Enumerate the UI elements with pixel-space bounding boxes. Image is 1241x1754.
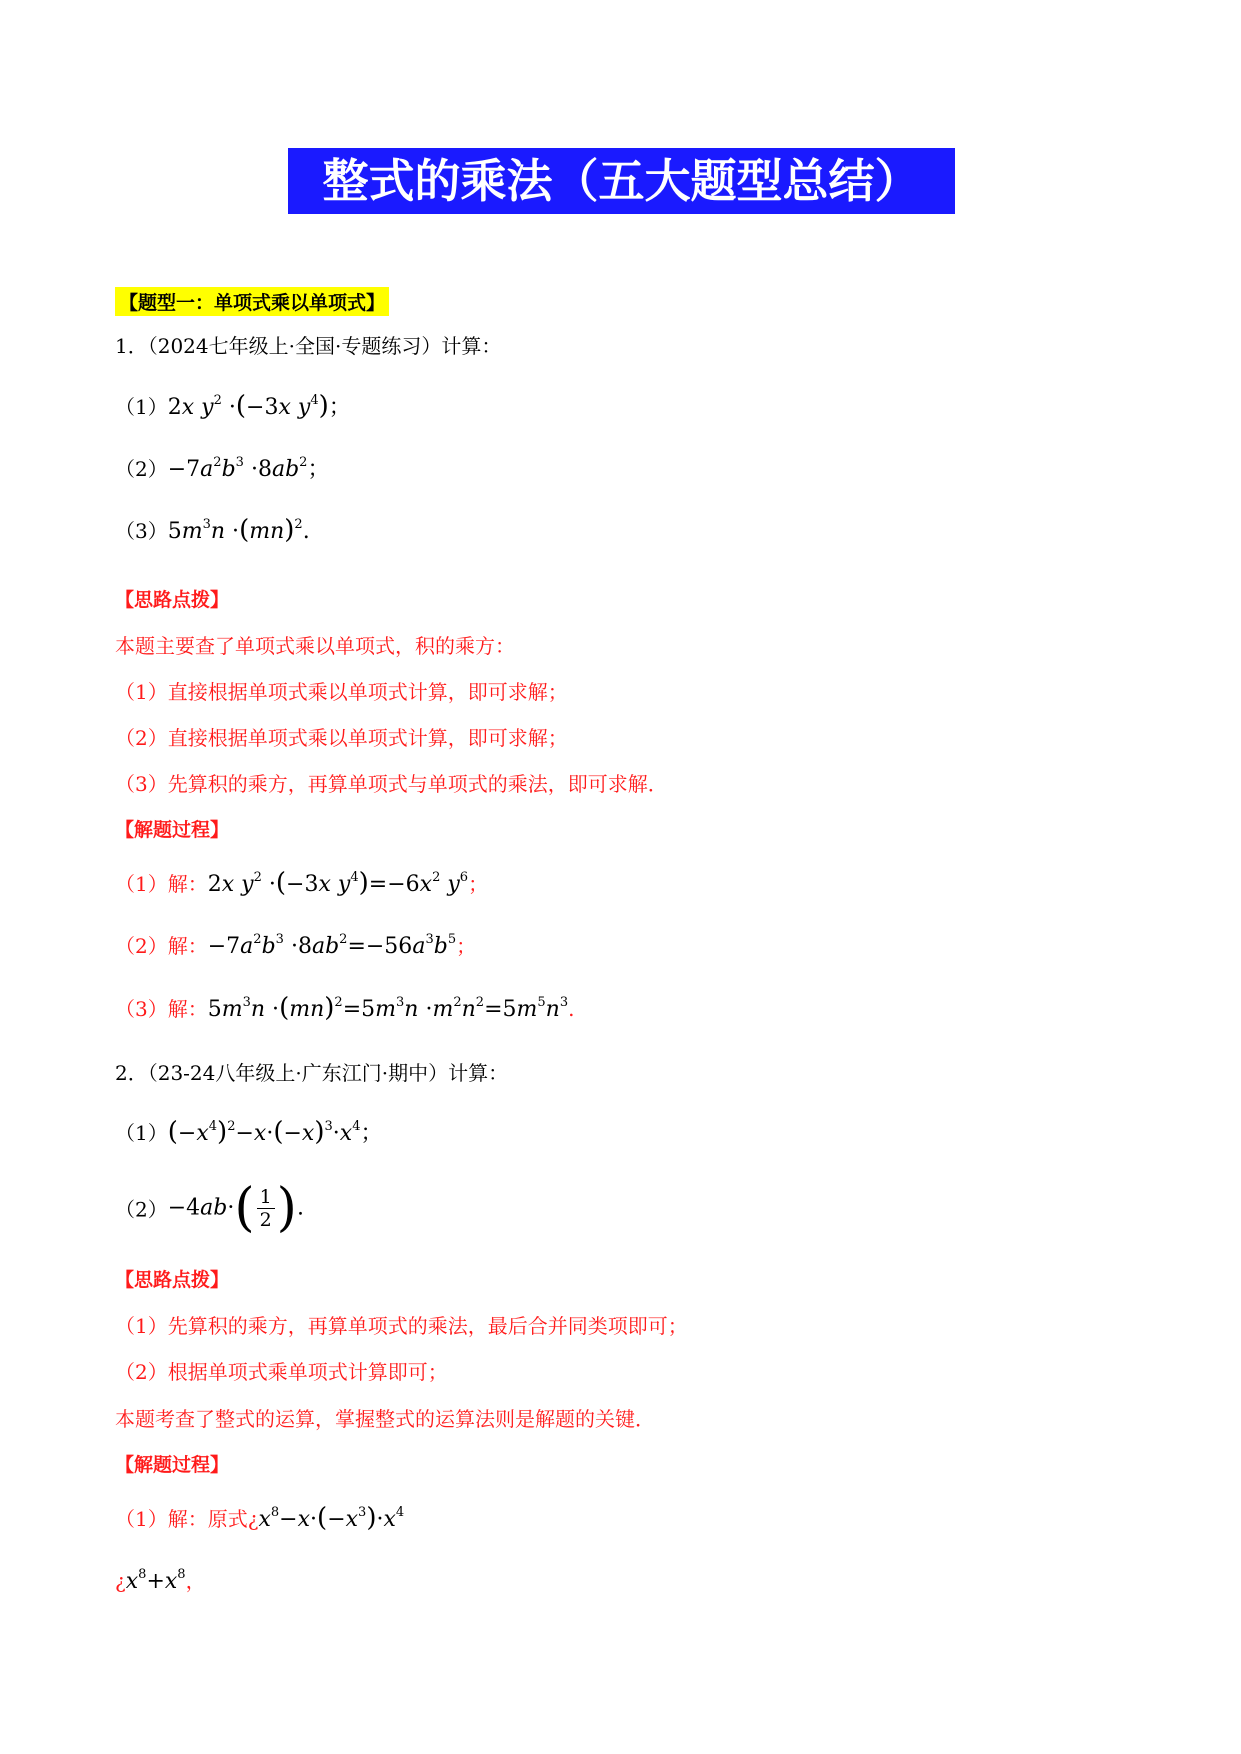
q2-problem-1: $(1)(-x^4)^2-x\cdot(-x)^3\cdot x^4$； <box>115 1117 383 1147</box>
q1-solution-header: 【解题过程】 <box>115 819 230 841</box>
question-1-stem: 1．（2024七年级上·全国·专题练习）计算： <box>115 334 502 358</box>
q2-hint-header: 【思路点拨】 <box>115 1269 230 1291</box>
garbled-char: ¿ <box>247 1507 259 1531</box>
q1-solution-1: （1）解：2x $y^2 \cdot(-3x$ $y^4)=-6x^2$ $y^6$； <box>115 868 489 898</box>
q1-problem-2: $(2)-7a^2b^3 \cdot 8ab^2$； <box>115 455 330 482</box>
q2-s1-label: （1）解：原式 <box>115 1507 248 1531</box>
page-title: 整式的乘法（五大题型总结） <box>288 148 955 214</box>
q1-hint-3: （3）先算积的乘方，再算单项式与单项式的乘法，即可求解． <box>115 772 668 796</box>
q2-solution-1-cont: ¿$x^8+x^8$， <box>115 1567 206 1594</box>
q1-s1-label: （1）解： <box>115 872 208 896</box>
q2-p2-label: （2） <box>115 1197 168 1222</box>
q1-p3-label: （3） <box>115 519 168 543</box>
q1-hint-2: （2）直接根据单项式乘以单项式计算，即可求解； <box>115 726 568 750</box>
q1-p1-label: （1） <box>115 395 168 419</box>
q2-hint-2: （2）根据单项式乘单项式计算即可； <box>115 1360 448 1384</box>
q1-solution-2: （2）解：$-7a^2b^3 \cdot 8ab^2=-56a^3b^5$； <box>115 932 477 959</box>
one-half-fraction: $\frac{1}{2}$ <box>257 1186 275 1231</box>
q1-problem-3: $(3)5m^3n \cdot(mn)^2$. <box>115 515 310 545</box>
q2-p1-label: （1） <box>115 1121 168 1145</box>
q1-hint-1: （1）直接根据单项式乘以单项式计算，即可求解； <box>115 680 568 704</box>
garbled-char-2: ¿ <box>115 1569 126 1593</box>
q2-solution-1: （1）解：原式¿$x^8-x\cdot(-x^3)\cdot x^4$ <box>115 1503 405 1533</box>
q1-problem-1: （1）2x $y^2 \cdot(-3x$ $y^4$)； <box>115 391 351 421</box>
q1-solution-3: （3）解：$5m^3n \cdot(mn)^2=5m^3n \cdot m^2n^2=5m^5n^3$. <box>115 993 575 1023</box>
q2-hint-1: （1）先算积的乘方，再算单项式的乘法，最后合并同类项即可； <box>115 1314 688 1338</box>
section-label: 【题型一：单项式乘以单项式】 <box>115 287 389 316</box>
q1-s3-label: （3）解： <box>115 997 208 1021</box>
q1-hint-intro: 本题主要查了单项式乘以单项式，积的乘方： <box>115 634 515 658</box>
q2-solution-header: 【解题过程】 <box>115 1454 230 1476</box>
q1-hint-header: 【思路点拨】 <box>115 589 230 611</box>
q2-hint-3: 本题考查了整式的运算，掌握整式的运算法则是解题的关键． <box>115 1407 655 1431</box>
q1-s2-label: （2）解： <box>115 934 208 958</box>
question-2-stem: 2．（23-24八年级上·广东江门·期中）计算： <box>115 1061 509 1085</box>
q1-p2-label: （2） <box>115 457 168 481</box>
q2-problem-2: （2）−4ab·( $\frac{1}{2}$ ). <box>115 1178 304 1238</box>
